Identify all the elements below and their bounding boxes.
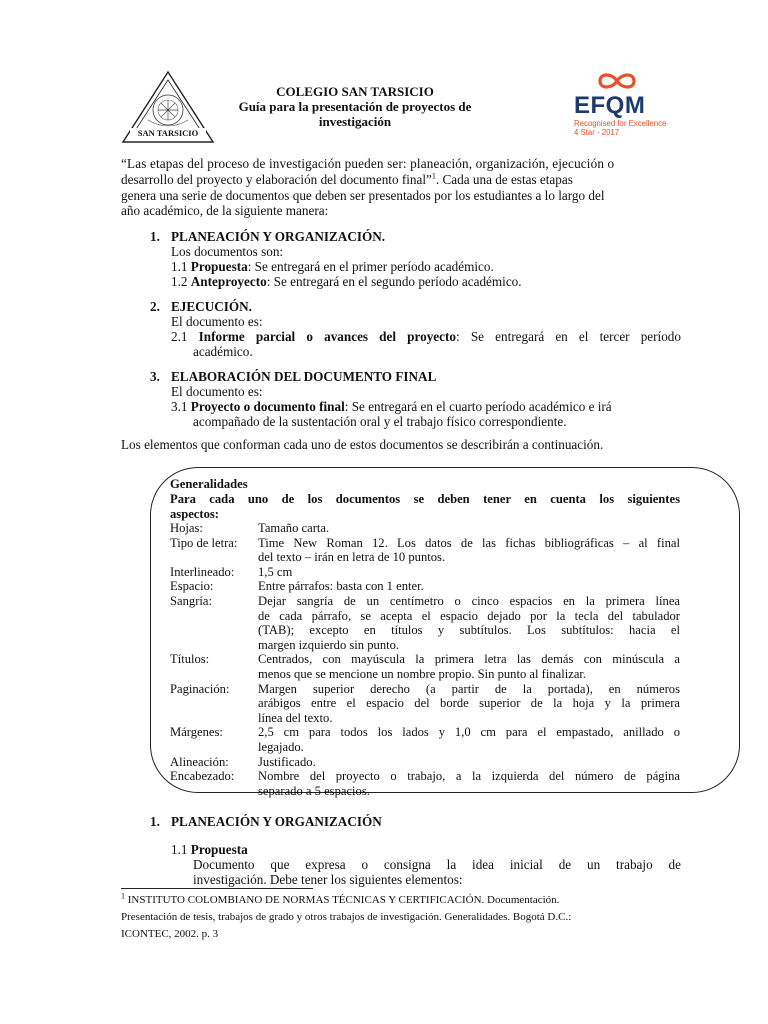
row-value-line: Margen superior derecho (a partir de la portada), en números bbox=[258, 681, 680, 696]
row-label: Paginación: bbox=[170, 681, 230, 696]
intro-line1: “Las etapas del proceso de investigación pueden ser: planeación, organización, ejecución o bbox=[121, 156, 615, 171]
stage3-item1: 3.1 Proyecto o documento final: Se entregará en el cuarto período académico e irá bbox=[171, 399, 612, 414]
row-value-line: legajado. bbox=[258, 739, 304, 754]
row-value-line: margen izquierdo sin punto. bbox=[258, 637, 400, 652]
stage1-num: 1. bbox=[150, 229, 160, 244]
row-label: Interlineado: bbox=[170, 564, 235, 579]
guide-title-line1: Guía para la presentación de proyectos de bbox=[238, 99, 472, 114]
section2-body-line2: investigación. Debe tener los siguientes elementos: bbox=[193, 872, 463, 887]
efqm-star: 4 Star - 2017 bbox=[574, 128, 620, 137]
footnote-ref[interactable]: 1 bbox=[431, 171, 436, 181]
efqm-brand: EFQM bbox=[574, 92, 646, 119]
generalities-subtitle2: aspectos: bbox=[170, 507, 219, 521]
closing-text: Los elementos que conforman cada uno de estos documentos se describirán a continuación. bbox=[121, 437, 604, 452]
stage1-intro: Los documentos son: bbox=[171, 244, 284, 259]
section2-subheading: 1.1 Propuesta bbox=[171, 842, 248, 857]
school-name: COLEGIO SAN TARSICIO bbox=[276, 84, 434, 99]
row-value-line: Justificado. bbox=[258, 754, 316, 769]
stage3-intro: El documento es: bbox=[171, 384, 263, 399]
stage3-item1-cont: acompañado de la sustentación oral y el trabajo físico correspondiente. bbox=[193, 414, 567, 429]
row-value-line: Centrados, con mayúscula la primera letra las demás con minúscula a bbox=[258, 652, 680, 667]
intro-line4: año académico, de la siguiente manera: bbox=[121, 203, 329, 218]
section2-num: 1. bbox=[150, 814, 160, 829]
stage2-title: EJECUCIÓN. bbox=[171, 299, 252, 314]
row-label: Hojas: bbox=[170, 521, 203, 535]
intro-line2-cont: . Cada una de estas etapas bbox=[435, 172, 573, 187]
row-value-line: 2,5 cm para todos los lados y 1,0 cm para el empastado, anillado o bbox=[258, 725, 680, 740]
row-label: Sangría: bbox=[170, 594, 212, 608]
efqm-logo bbox=[566, 68, 666, 138]
stage2-item1-cont: académico. bbox=[193, 344, 253, 359]
row-value-line: separado a 5 espacios. bbox=[258, 783, 370, 798]
row-label: Alineación: bbox=[170, 754, 229, 769]
generalities-title: Generalidades bbox=[170, 477, 248, 491]
generalities-subtitle: Para cada uno de los documentos se deben tener en cuenta los siguientes bbox=[170, 492, 680, 506]
row-value-line: arábigos entre el espacio del borde superior de la hoja y la primera bbox=[258, 696, 680, 711]
stage2-num: 2. bbox=[150, 299, 160, 314]
stage3-num: 3. bbox=[150, 369, 160, 384]
row-value-line: Entre párrafos: basta con 1 enter. bbox=[258, 579, 424, 594]
stage2-item1: 2.1 Informe parcial o avances del proyecto: Se entregará en el tercer período bbox=[171, 329, 681, 344]
stage2-intro: El documento es: bbox=[171, 314, 263, 329]
row-label: Encabezado: bbox=[170, 769, 235, 784]
infinity-icon bbox=[594, 70, 640, 92]
footnote-line2: Presentación de tesis, trabajos de grado y otros trabajos de investigación. Generalidades. Bogotá D.C.: bbox=[121, 911, 572, 923]
footnote-rule bbox=[121, 888, 313, 889]
logo-caption: SAN TARSICIO bbox=[130, 128, 206, 138]
row-label: Márgenes: bbox=[170, 725, 223, 740]
row-value-line: Dejar sangría de un centímetro o cinco espacios en la primera línea bbox=[258, 594, 680, 608]
row-value-line: 1,5 cm bbox=[258, 564, 293, 579]
intro-line3: genera una serie de documentos que deben ser presentados por los estudiantes a lo largo del bbox=[121, 188, 605, 203]
row-value-line: línea del texto. bbox=[258, 710, 333, 725]
row-value-line: Nombre del proyecto o trabajo, a la izquierda del número de página bbox=[258, 769, 680, 784]
intro-quote-end: desarrollo del proyecto y elaboración del documento final” bbox=[121, 172, 432, 187]
efqm-tagline: Recognised for Excellence bbox=[574, 119, 667, 128]
stage1-item1: 1.1 Propuesta: Se entregará en el primer período académico. bbox=[171, 259, 494, 274]
row-value-line: de cada párrafo, se acepta el espacio dejado por la tecla del tabulador bbox=[258, 608, 680, 623]
stage1-item2: 1.2 Anteproyecto: Se entregará en el segundo período académico. bbox=[171, 274, 522, 289]
section2-body-line1: Documento que expresa o consigna la idea inicial de un trabajo de bbox=[193, 857, 681, 872]
row-value-line: menos que se mencione un nombre propio. Sin punto al finalizar. bbox=[258, 666, 587, 681]
stage1-title: PLANEACIÓN Y ORGANIZACIÓN. bbox=[171, 229, 386, 244]
row-value-line: Tamaño carta. bbox=[258, 521, 330, 535]
row-label: Espacio: bbox=[170, 579, 214, 594]
school-logo bbox=[120, 70, 216, 146]
guide-title-line2: investigación bbox=[318, 114, 392, 129]
row-label: Títulos: bbox=[170, 652, 210, 667]
stage3-title: ELABORACIÓN DEL DOCUMENTO FINAL bbox=[171, 369, 437, 384]
intro-line2 bbox=[121, 172, 681, 187]
section2-title: PLANEACIÓN Y ORGANIZACIÓN bbox=[171, 814, 382, 829]
row-value-line: (TAB); excepto en títulos y subtítulos. Los subtítulos: hacia el bbox=[258, 623, 680, 638]
footnote-line1: $^1$ INSTITUTO COLOMBIANO DE NORMAS TÉCNICAS Y CERTIFICACIÓN. Documentación. bbox=[121, 891, 560, 906]
row-label: Tipo de letra: bbox=[170, 535, 238, 550]
row-value-line: Time New Roman 12. Los datos de las fichas bibliográficas – al final bbox=[258, 535, 680, 550]
footnote-line3: ICONTEC, 2002. p. 3 bbox=[121, 928, 219, 940]
row-value-line: del texto – irán en letra de 10 puntos. bbox=[258, 550, 446, 565]
